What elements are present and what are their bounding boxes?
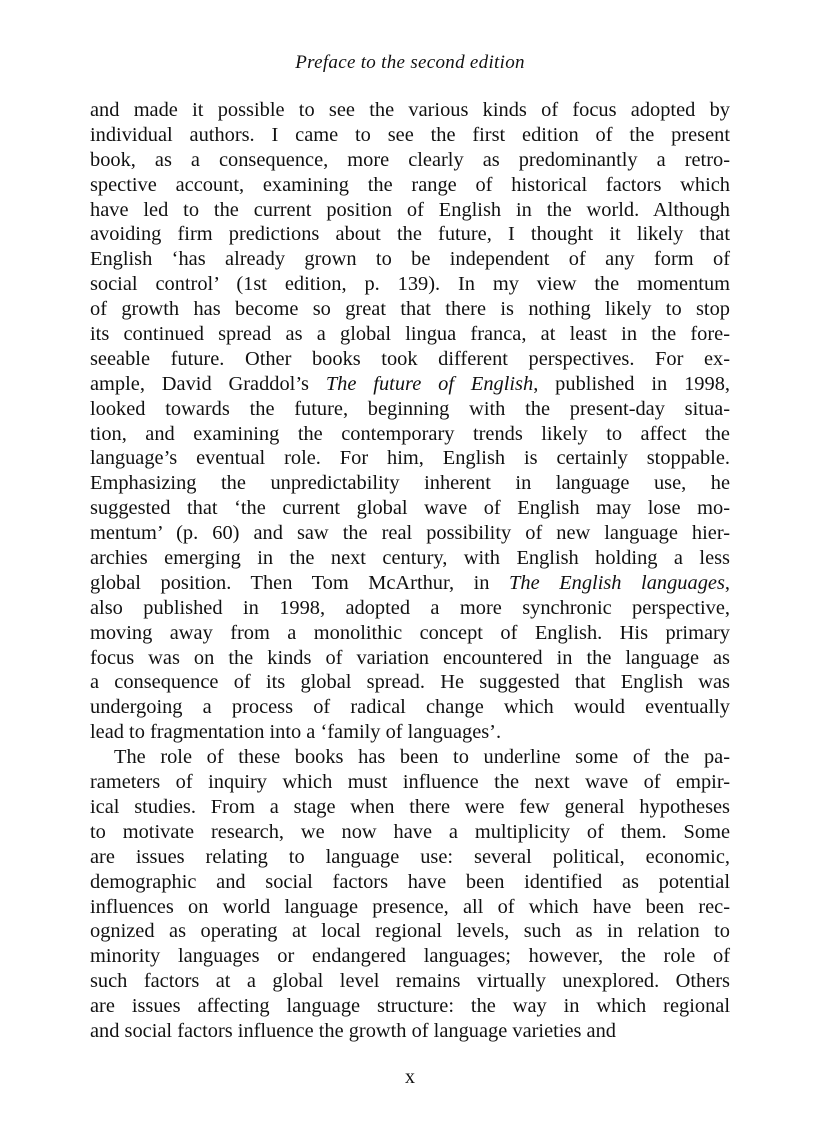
- text-line: [90, 745, 730, 770]
- text-line: [90, 372, 730, 397]
- text-run: Emphasizing the unpredictability inherent in language use, he: [90, 472, 730, 495]
- text-run: mentum’ (p. 60) and saw the real possibility of new language hier-: [90, 522, 730, 545]
- text-line: [90, 646, 730, 671]
- running-head: Preface to the second edition: [295, 52, 525, 73]
- text-run: language’s eventual role. For him, English is certainly stoppable.: [90, 447, 730, 470]
- text-line: [90, 322, 730, 347]
- text-run: undergoing a process of radical change which would eventually: [90, 696, 730, 719]
- text-line: [90, 446, 730, 471]
- paragraph: [90, 745, 730, 1044]
- text-run: book, as a consequence, more clearly as predominantly a retro-: [90, 148, 730, 171]
- text-line: [90, 670, 730, 695]
- text-run: its continued spread as a global lingua franca, at least in the fore-: [90, 323, 730, 346]
- text-line: [90, 720, 730, 745]
- text-line: [90, 397, 730, 422]
- text-line: [90, 770, 730, 795]
- text-line: [90, 621, 730, 646]
- text-run: social control’ (1st edition, p. 139). In my view the momentum: [90, 273, 730, 296]
- text-line: [90, 895, 730, 920]
- text-line: [90, 123, 730, 148]
- text-line: [90, 347, 730, 372]
- text-line: [90, 222, 730, 247]
- text-run: , published in 1998,: [533, 372, 730, 395]
- text-line: [90, 297, 730, 322]
- page-number: x: [405, 1066, 415, 1088]
- text-run: are issues relating to language use: several political, economic,: [90, 845, 730, 868]
- text-run: minority languages or endangered languages; however, the role of: [90, 945, 730, 968]
- text-run: and social factors influence the growth of language varieties and: [90, 1019, 616, 1042]
- text-line: [90, 546, 730, 571]
- text-line: [90, 870, 730, 895]
- text-run: and made it possible to see the various kinds of focus adopted by: [90, 99, 730, 121]
- text-run: looked towards the future, beginning with the present-day situa-: [90, 397, 730, 420]
- text-run: avoiding firm predictions about the future, I thought it likely that: [90, 223, 730, 246]
- text-line: [90, 820, 730, 845]
- text-line: [90, 471, 730, 496]
- text-line: [90, 496, 730, 521]
- text-line: [90, 845, 730, 870]
- text-line: [90, 422, 730, 447]
- text-run: suggested that ‘the current global wave of English may lose mo-: [90, 497, 730, 520]
- book-title: The future of English: [325, 372, 534, 395]
- text-run: seeable future. Other books took different perspectives. For ex-: [90, 347, 730, 370]
- text-run: have led to the current position of English in the world. Although: [90, 198, 730, 221]
- text-line: [90, 247, 730, 272]
- text-run: archies emerging in the next century, with English holding a less: [90, 547, 730, 570]
- text-line: [90, 173, 730, 198]
- text-line: [90, 98, 730, 123]
- text-line: [90, 1019, 730, 1044]
- text-run: ,: [724, 571, 730, 594]
- text-run: a consequence of its global spread. He suggested that English was: [90, 671, 730, 694]
- text-run: moving away from a monolithic concept of English. His primary: [90, 621, 730, 644]
- text-run: demographic and social factors have been identified as potential: [90, 870, 730, 893]
- text-run: global position. Then Tom McArthur, in: [90, 571, 510, 594]
- text-run: ical studies. From a stage when there were few general hypotheses: [90, 795, 730, 818]
- text-run: to motivate research, we now have a multiplicity of them. Some: [90, 820, 730, 843]
- text-run: rameters of inquiry which must influence the next wave of empir-: [90, 771, 730, 794]
- text-run: lead to fragmentation into a ‘family of languages’.: [90, 721, 502, 744]
- text-run: influences on world language presence, all of which have been rec-: [90, 895, 730, 918]
- text-line: [90, 571, 730, 596]
- text-line: [90, 919, 730, 944]
- text-run: individual authors. I came to see the first edition of the present: [90, 123, 730, 146]
- text-line: [90, 148, 730, 173]
- text-line: [90, 969, 730, 994]
- text-line: [90, 521, 730, 546]
- body-text: [90, 98, 730, 1044]
- text-run: such factors at a global level remains virtually unexplored. Others: [90, 970, 730, 993]
- text-run: ample, David Graddol’s: [90, 372, 326, 395]
- text-run: ognized as operating at local regional levels, such as in relation to: [90, 920, 730, 943]
- text-run: The role of these books has been to underline some of the pa-: [114, 746, 730, 769]
- text-line: [90, 695, 730, 720]
- text-run: spective account, examining the range of historical factors which: [90, 173, 730, 196]
- text-run: focus was on the kinds of variation encountered in the language as: [90, 646, 730, 669]
- text-line: [90, 272, 730, 297]
- book-title: The English languages: [509, 571, 725, 594]
- text-run: of growth has become so great that there is nothing likely to stop: [90, 298, 730, 321]
- text-run: are issues affecting language structure: the way in which regional: [90, 995, 730, 1018]
- text-line: [90, 795, 730, 820]
- text-line: [90, 944, 730, 969]
- text-run: tion, and examining the contemporary trends likely to affect the: [90, 422, 730, 445]
- paragraph: [90, 98, 730, 745]
- text-line: [90, 596, 730, 621]
- text-run: also published in 1998, adopted a more synchronic perspective,: [90, 596, 730, 619]
- text-run: English ‘has already grown to be independent of any form of: [90, 248, 730, 271]
- text-line: [90, 198, 730, 223]
- text-line: [90, 994, 730, 1019]
